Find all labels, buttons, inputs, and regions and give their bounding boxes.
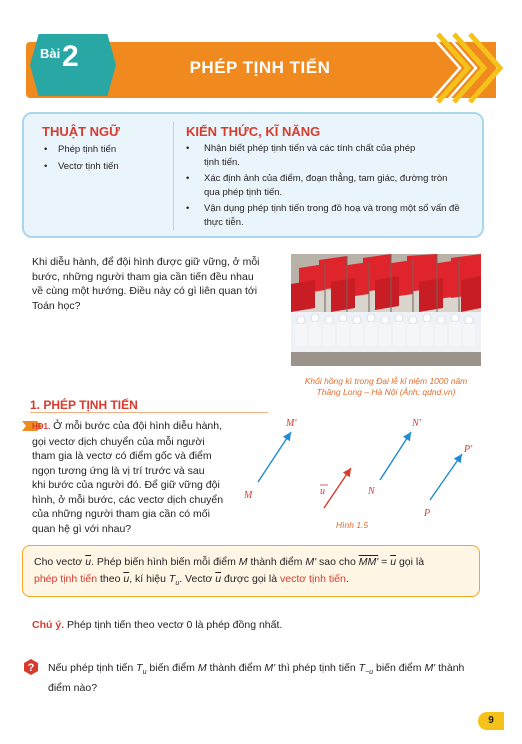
vector-u: [324, 468, 351, 508]
skills-title: KIẾN THỨC, KĨ NĂNG: [186, 124, 321, 139]
section-title: 1. PHÉP TỊNH TIẾN: [30, 398, 138, 412]
vector-MM-prime: [258, 432, 291, 482]
translation-vectors-figure: [236, 410, 488, 534]
vector-NN-prime: [380, 432, 411, 480]
activity-paragraph: HĐ1. Ở mỗi bước của đội hình diễu hành, gọi vectơ dịch chuyển của mỗi người tham gia là vectơ có điểm gốc và điểm ngọn tương ứng là vị trí trước và sau khi bước của người đó. Để giữ vững đội hình, ở mỗi bước, các vectơ dịch chuyển của những người tham gia cần có mối quan hệ gì với nhau?: [32, 420, 224, 535]
page-title: PHÉP TỊNH TIẾN: [189, 58, 331, 77]
point-N-prime-label: N': [412, 418, 421, 429]
point-P-label: P: [424, 508, 431, 519]
lesson-word: Bài: [40, 46, 61, 61]
photo-caption: Khối hồng kì trong Đại lễ kỉ niệm 1000 năm Thăng Long – Hà Nội (Ảnh: qdnd.vn): [304, 376, 468, 397]
objectives-divider: [173, 122, 174, 230]
chevron-decoration-icon: [408, 30, 508, 106]
activity-label: HĐ1.: [32, 422, 51, 431]
question-icon: [22, 658, 40, 676]
point-M-label: M: [244, 490, 253, 501]
point-M-prime-label: M': [286, 418, 297, 429]
point-P-prime-label: P': [464, 444, 473, 455]
lesson-number: 2: [62, 40, 79, 73]
definition-text: Cho vectơ $\overline{u}$. Phép biến hình biến mỗi điểm M thành điểm M' sao cho $MM' = \overline{u}$ gọi là phép tịnh tiến theo $\overline{u}$, kí hiệu $T_u$. Vectơ $\overline{u}$ được gọi là vectơ tịnh tiến.: [34, 556, 425, 588]
question-text: Nếu phép tịnh tiến $T_u$ biến điểm M thành điểm M' thì phép tịnh tiến $T_{-u}$ biến điểm M' thành điểm nào?: [48, 662, 465, 694]
svg-text:?: ?: [27, 662, 35, 674]
page-number: 9: [478, 712, 504, 730]
vector-PP-prime: [430, 454, 462, 500]
vector-u-label: u: [320, 486, 325, 497]
point-N-label: N: [368, 486, 375, 497]
skills-item: • Nhận biết phép tịnh tiến và các tính chất của phép tịnh tiến.: [186, 143, 416, 168]
note-text: Chú ý. Phép tịnh tiến theo vectơ 0 là phép đồng nhất.: [32, 619, 283, 631]
skills-item: • Vận dụng phép tịnh tiến trong đồ hoạ và trong một số vấn đề thực tiễn.: [186, 203, 460, 228]
figure-caption: Hình 1.5: [336, 520, 369, 530]
parade-photo: [291, 254, 481, 366]
intro-paragraph: Khi diễu hành, để đội hình được giữ vững, ở mỗi bước, những người tham gia cần tiến đều nhau về cùng một hướng. Điều này có gì liên quan tới Toán học?: [32, 256, 260, 312]
section-underline: [30, 412, 268, 413]
terms-item: • Vectơ tịnh tiến: [44, 161, 119, 172]
terms-title: THUẬT NGỮ: [42, 124, 120, 139]
skills-item: • Xác định ảnh của điểm, đoạn thẳng, tam giác, đường tròn qua phép tịnh tiến.: [186, 173, 448, 198]
terms-item: • Phép tịnh tiến: [44, 144, 117, 155]
